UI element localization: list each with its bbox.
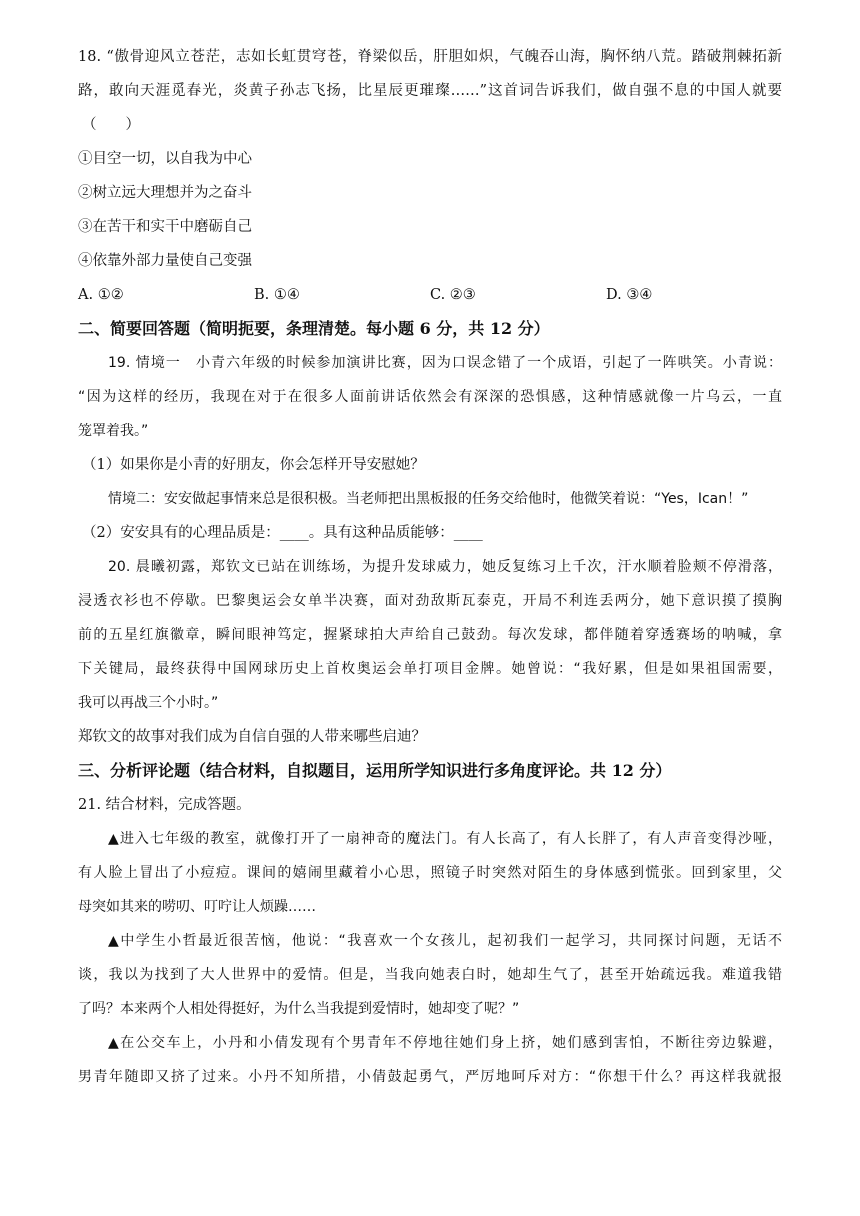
- q20-line-5: 我可以再战三个小时。”: [78, 695, 219, 711]
- q21-material-2-line-1: ▲中学生小哲最近很苦恼，他说：“我喜欢一个女孩儿，起初我们一起学习，共同探讨问题，无话不: [108, 933, 782, 949]
- q20-line-4: 下关键局，最终获得中国网球历史上首枚奥运会单打项目金牌。她曾说：“我好累，但是如果祖国需要，: [78, 661, 782, 677]
- q18-answer-bracket: （ ）: [82, 117, 140, 133]
- q20-line-3: 前的五星红旗徽章，瞬间眼神笃定，握紧球拍大声给自己鼓劲。每次发球，都伴随着穿透赛场的呐喊，拿: [78, 627, 782, 643]
- q20-line-2: 浸透衣衫也不停歇。巴黎奥运会女单半决赛，面对劲敌斯瓦泰克，开局不利连丢两分，她下意识摸了摸胸: [78, 593, 782, 609]
- q20-line-1: 20. 晨曦初露，郑钦文已站在训练场，为提升发球威力，她反复练习上千次，汗水顺着脸颊不停滑落，: [108, 559, 782, 575]
- q21-material-3-line-1: ▲在公交车上，小丹和小倩发现有个男青年不停地往她们身上挤，她们感到害怕，不断往旁边躲避，: [108, 1035, 782, 1051]
- q18-item-4: ④依靠外部力量使自己变强: [78, 253, 252, 269]
- q21-material-3-line-2: 男青年随即又挤了过来。小丹不知所措，小倩鼓起勇气，严厉地呵斥对方：“你想干什么？再这样我就报: [78, 1069, 782, 1085]
- section-2-title: 二、简要回答题（简明扼要，条理清楚。每小题 6 分，共 12 分）: [78, 319, 550, 338]
- q18-line-1: 18. “傲骨迎风立苍茫，志如长虹贯穹苍，脊梁似岳，肝胆如炽，气魄吞山海，胸怀纳八荒。踏破荆棘拓新: [78, 49, 782, 65]
- q19-sub-question-2: （2）安安具有的心理品质是：____。具有这种品质能够：____: [82, 525, 483, 541]
- q18-option-d: D. ③④: [606, 287, 653, 303]
- q21-material-1-line-2: 有人脸上冒出了小痘痘。课间的嬉闹里藏着小心思，照镜子时突然对陌生的身体感到慌张。回到家里，父: [78, 865, 782, 881]
- q18-option-b: B. ①④: [254, 287, 300, 303]
- q18-item-1: ①目空一切，以自我为中心: [78, 151, 252, 167]
- q18-item-2: ②树立远大理想并为之奋斗: [78, 185, 252, 201]
- q21-material-1-line-1: ▲进入七年级的教室，就像打开了一扇神奇的魔法门。有人长高了，有人长胖了，有人声音变得沙哑，: [108, 831, 782, 847]
- q19-line-1: 19. 情境一 小青六年级的时候参加演讲比赛，因为口误念错了一个成语，引起了一阵哄笑。小青说：: [108, 355, 782, 371]
- q19-line-2: “因为这样的经历，我现在对于在很多人面前讲话依然会有深深的恐惧感，这种情感就像一片乌云，一直: [78, 389, 782, 405]
- q18-option-c: C. ②③: [430, 287, 476, 303]
- q21-material-2-line-3: 了吗？本来两个人相处得挺好，为什么当我提到爱情时，她却变了呢？”: [78, 1001, 520, 1017]
- q21-intro: 21. 结合材料，完成答题。: [78, 797, 251, 813]
- q21-material-1-line-3: 母突如其来的唠叨、叮咛让人烦躁……: [78, 899, 316, 915]
- q18-line-2: 路，敢向天涯觅春光，炎黄子孙志飞扬，比星辰更璀璨……”这首词告诉我们，做自强不息的中国人就要: [78, 83, 782, 99]
- q19-line-3: 笼罩着我。”: [78, 423, 149, 439]
- q20-question: 郑钦文的故事对我们成为自信自强的人带来哪些启迪？: [78, 729, 426, 745]
- q19-sub-question-1: （1）如果你是小青的好朋友，你会怎样开导安慰她？: [82, 457, 425, 473]
- q21-material-2-line-2: 谈，我以为找到了大人世界中的爱情。但是，当我向她表白时，她却生气了，甚至开始疏远我。难道我错: [78, 967, 782, 983]
- q19-scene-2: 情境二：安安做起事情来总是很积极。当老师把出黑板报的任务交给他时，他微笑着说：“Yes，Ican！”: [108, 491, 749, 507]
- q18-option-a: A. ①②: [78, 287, 124, 303]
- section-3-title: 三、分析评论题（结合材料，自拟题目，运用所学知识进行多角度评论。共 12 分）: [78, 761, 672, 780]
- q18-item-3: ③在苦干和实干中磨砺自己: [78, 219, 252, 235]
